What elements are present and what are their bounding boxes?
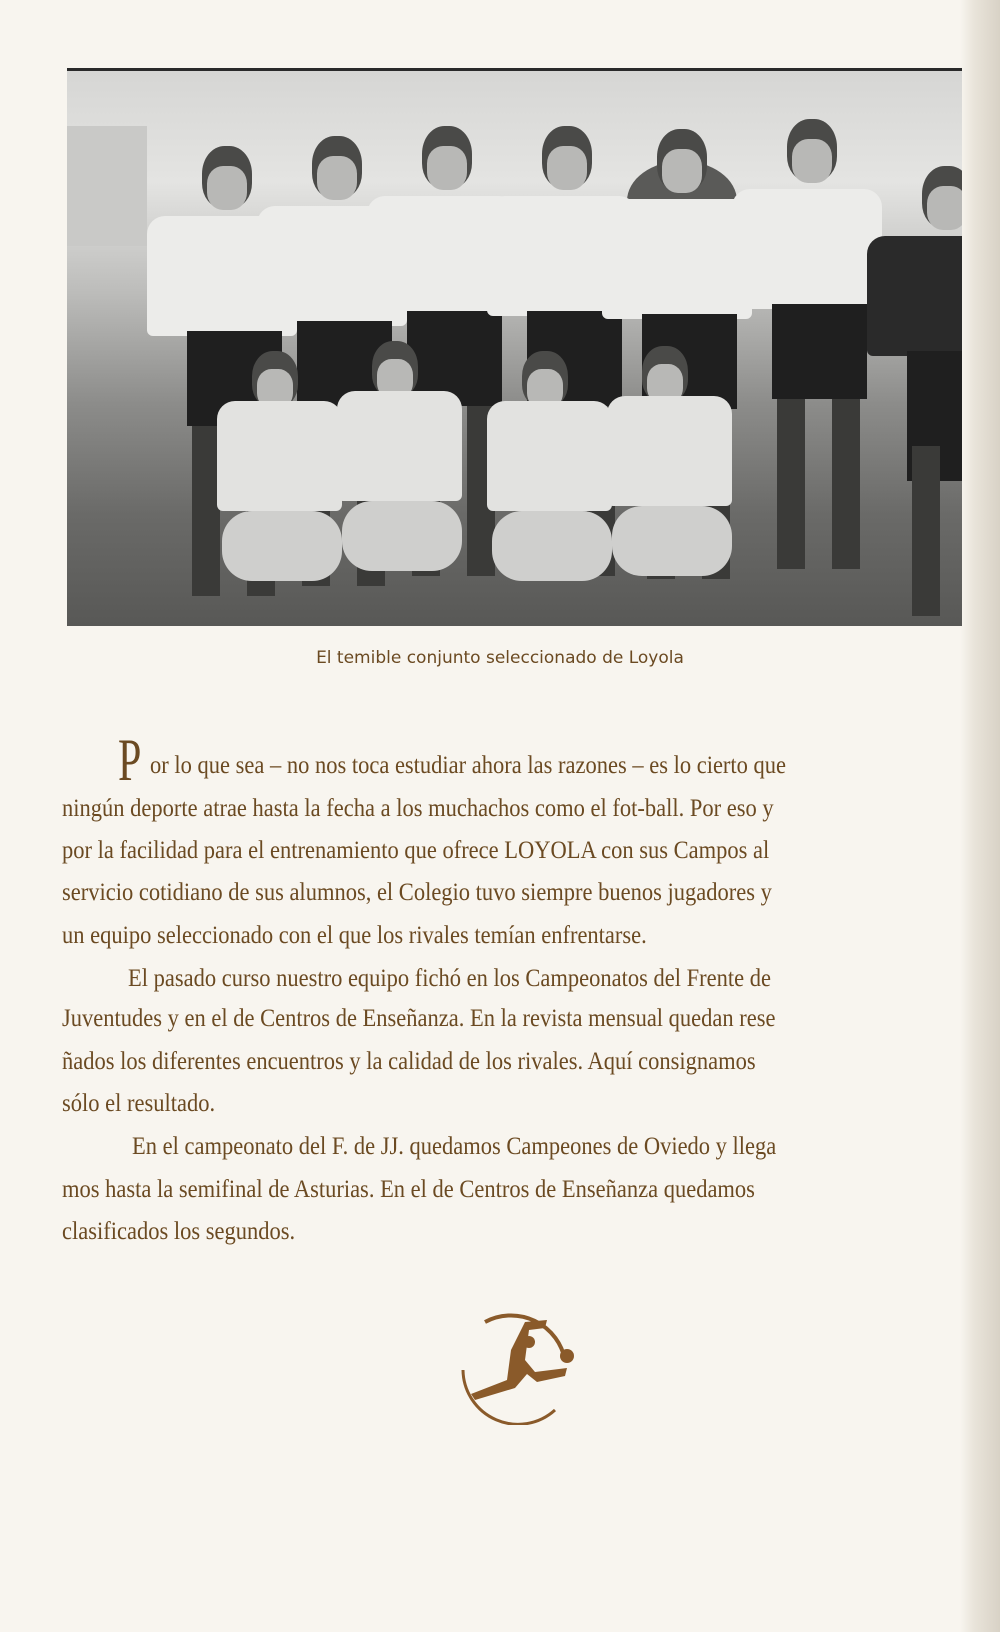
team-photo (67, 68, 962, 626)
footballer-emblem-icon (455, 1300, 580, 1425)
article-line: El pasado curso nuestro equipo fichó en los Campeonatos del Frente de (128, 965, 771, 992)
article-line: por la facilidad para el entrenamiento que ofrece LOYOLA con sus Campos al (62, 837, 770, 864)
photo-caption: El temible conjunto seleccionado de Loyola (316, 648, 684, 668)
article-line: servicio cotidiano de sus alumnos, el Colegio tuvo siempre buenos jugadores y (62, 879, 772, 906)
article-line: mos hasta la semifinal de Asturias. En el de Centros de Enseñanza quedamos (62, 1176, 755, 1203)
article-line: ñados los diferentes encuentros y la calidad de los rivales. Aquí consignamos (62, 1048, 756, 1075)
article-line: sólo el resultado. (62, 1090, 216, 1117)
drop-cap: P (118, 727, 142, 793)
article-line: clasificados los segundos. (62, 1218, 296, 1245)
article-line: un equipo seleccionado con el que los rivales temían enfrentarse. (62, 922, 647, 949)
article-line: Juventudes y en el de Centros de Enseñanza. En la revista mensual quedan rese (62, 1005, 776, 1032)
article-line: ningún deporte atrae hasta la fecha a los muchachos como el fot-ball. Por eso y (62, 795, 774, 822)
page-edge (960, 0, 1000, 1632)
article-line: or lo que sea – no nos toca estudiar ahora las razones – es lo cierto que (150, 752, 787, 779)
building (67, 126, 147, 246)
article-line: En el campeonato del F. de JJ. quedamos Campeones de Oviedo y llega (132, 1133, 777, 1160)
